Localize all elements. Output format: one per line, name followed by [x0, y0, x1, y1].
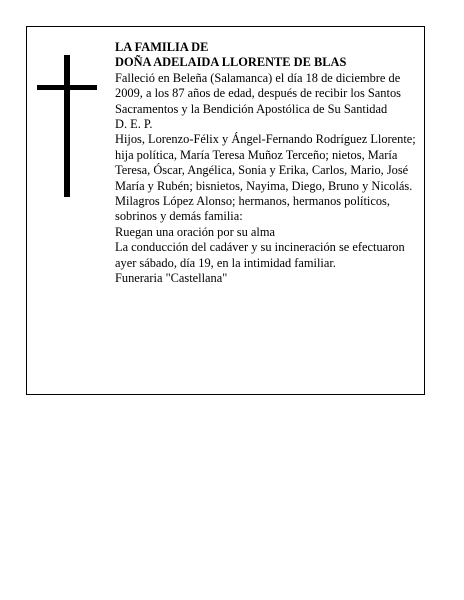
funeral-details: La conducción del cadáver y su incineración se efectuaron ayer sábado, día 19, en la intimidad familiar.: [115, 240, 405, 270]
death-announcement: Falleció en Beleña (Salamanca) el día 18 de diciembre de 2009, a los 87 años de edad, después de recibir los Santos Sacramentos y la Bendición Apostólica de Su Santidad: [115, 70, 401, 116]
obituary-text: [115, 40, 423, 287]
cross-icon: [37, 55, 97, 197]
rip-abbreviation: D. E. P.: [115, 117, 153, 132]
cross-vertical-bar: [64, 55, 70, 197]
funeral-home: Funeraria "Castellana": [115, 271, 228, 286]
cross-horizontal-bar: [37, 85, 97, 90]
family-members: Hijos, Lorenzo-Félix y Ángel-Fernando Rodríguez Llorente; hija política, María Teresa Muñoz Terceño; nietos, María Teresa, Óscar, Angélica, Sonia y Erika, Carlos, Mario, José María y Rubén; bisnietos, Nayima, Diego, Bruno y Nicolás. Milagros López Alonso; hermanos, hermanos políticos, sobrinos y demás familia:: [115, 132, 416, 224]
prayer-request: Ruegan una oración por su alma: [115, 224, 275, 239]
obituary-notice: [26, 26, 425, 395]
heading-family: LA FAMILIA DE: [115, 40, 209, 54]
heading-deceased-name: DOÑA ADELAIDA LLORENTE DE BLAS: [115, 55, 347, 70]
